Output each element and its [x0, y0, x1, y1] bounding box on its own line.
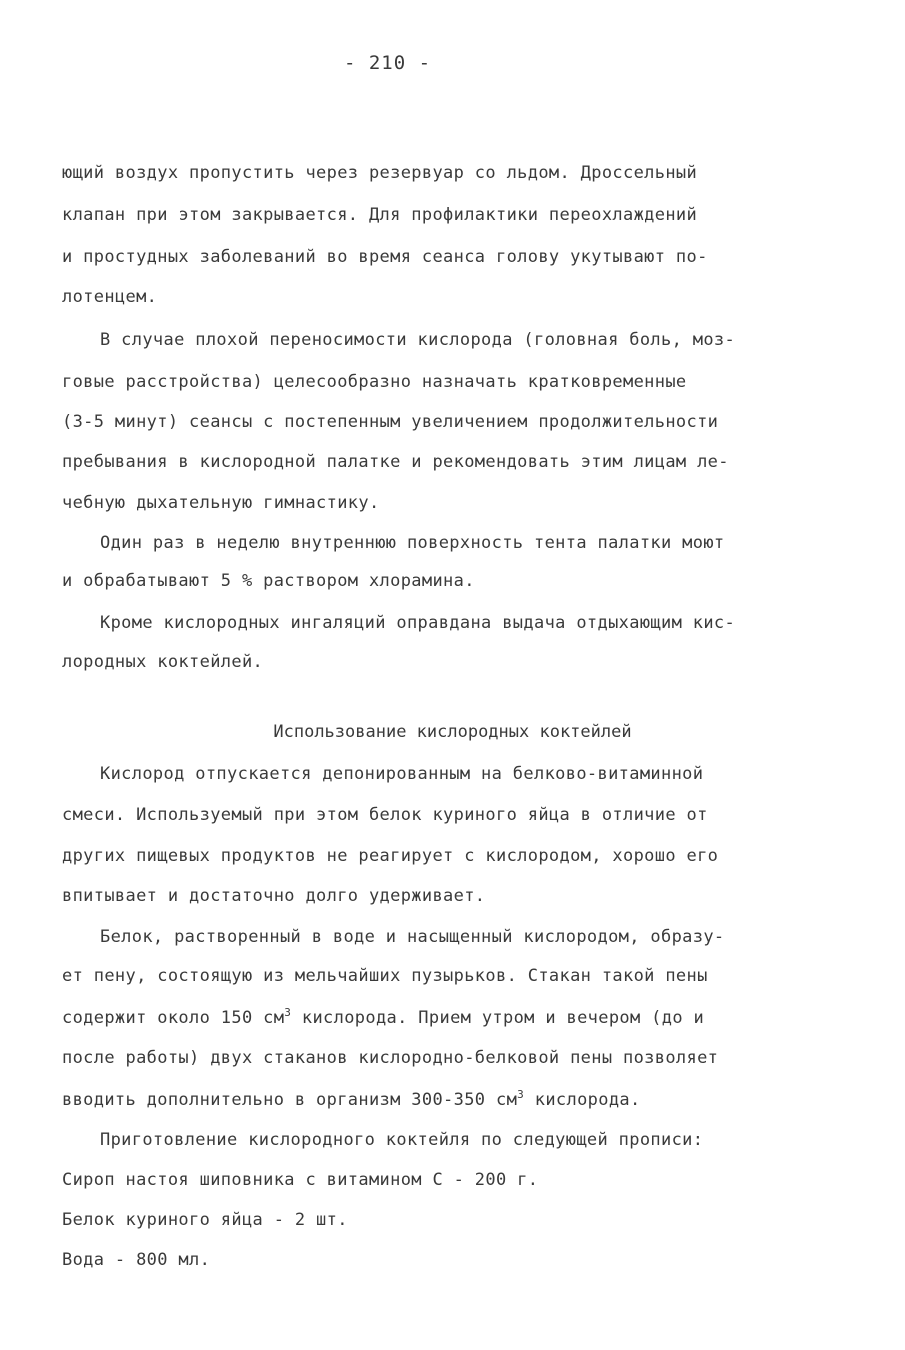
recipe-item: Белок куриного яйца - 2 шт.	[62, 1210, 348, 1230]
text-line: (3-5 минут) сеансы с постепенным увеличением продолжительности	[62, 412, 719, 432]
text-line: пребывания в кислородной палатке и рекомендовать этим лицам ле-	[62, 452, 729, 472]
superscript: 3	[284, 1006, 292, 1019]
text-line	[62, 1090, 641, 1110]
text-line: лородных коктейлей.	[62, 652, 264, 672]
text-line: впитывает и достаточно долго удерживает.	[62, 886, 486, 906]
text-line: и обрабатывают 5 % раствором хлорамина.	[62, 571, 475, 591]
text-fragment: кислорода.	[534, 1090, 641, 1110]
text-line	[62, 1008, 704, 1028]
text-line: Белок, растворенный в воде и насыщенный кислородом, образу-	[100, 927, 725, 947]
text-line: Приготовление кислородного коктейля по следующей прописи:	[100, 1130, 704, 1150]
text-fragment: вводить дополнительно в организм 300-350 см	[62, 1090, 518, 1110]
text-line: других пищевых продуктов не реагирует с кислородом, хорошо его	[62, 846, 719, 866]
text-fragment: содержит около 150 см	[62, 1008, 285, 1028]
text-line: В случае плохой переносимости кислорода (головная боль, моз-	[100, 330, 736, 350]
text-line: чебную дыхательную гимнастику.	[62, 493, 380, 513]
text-line: клапан при этом закрывается. Для профилактики переохлаждений	[62, 205, 698, 225]
text-line: ет пену, состоящую из мельчайших пузырьков. Стакан такой пены	[62, 966, 708, 986]
text-line: смеси. Используемый при этом белок куриного яйца в отличие от	[62, 805, 708, 825]
page-number: - 210 -	[343, 52, 432, 74]
text-fragment: кислорода. Прием утром и вечером (до и	[301, 1008, 705, 1028]
recipe-item: Вода - 800 мл.	[62, 1250, 211, 1270]
text-line: говые расстройства) целесообразно назначать кратковременные	[62, 372, 687, 392]
text-line: ющий воздух пропустить через резервуар со льдом. Дроссельный	[62, 163, 698, 183]
text-line: и простудных заболеваний во время сеанса голову укутывают по-	[62, 247, 708, 267]
recipe-item: Сироп настоя шиповника с витамином С - 200 г.	[62, 1170, 539, 1190]
text-line: Один раз в неделю внутреннюю поверхность тента палатки моют	[100, 533, 725, 553]
text-line: Кислород отпускается депонированным на белково-витаминной	[100, 764, 704, 784]
superscript: 3	[517, 1088, 525, 1101]
text-line: Кроме кислородных ингаляций оправдана выдача отдыхающим кис-	[100, 613, 736, 633]
section-heading: Использование кислородных коктейлей	[273, 722, 632, 742]
text-line: лотенцем.	[62, 287, 158, 307]
text-line: после работы) двух стаканов кислородно-белковой пены позволяет	[62, 1048, 719, 1068]
